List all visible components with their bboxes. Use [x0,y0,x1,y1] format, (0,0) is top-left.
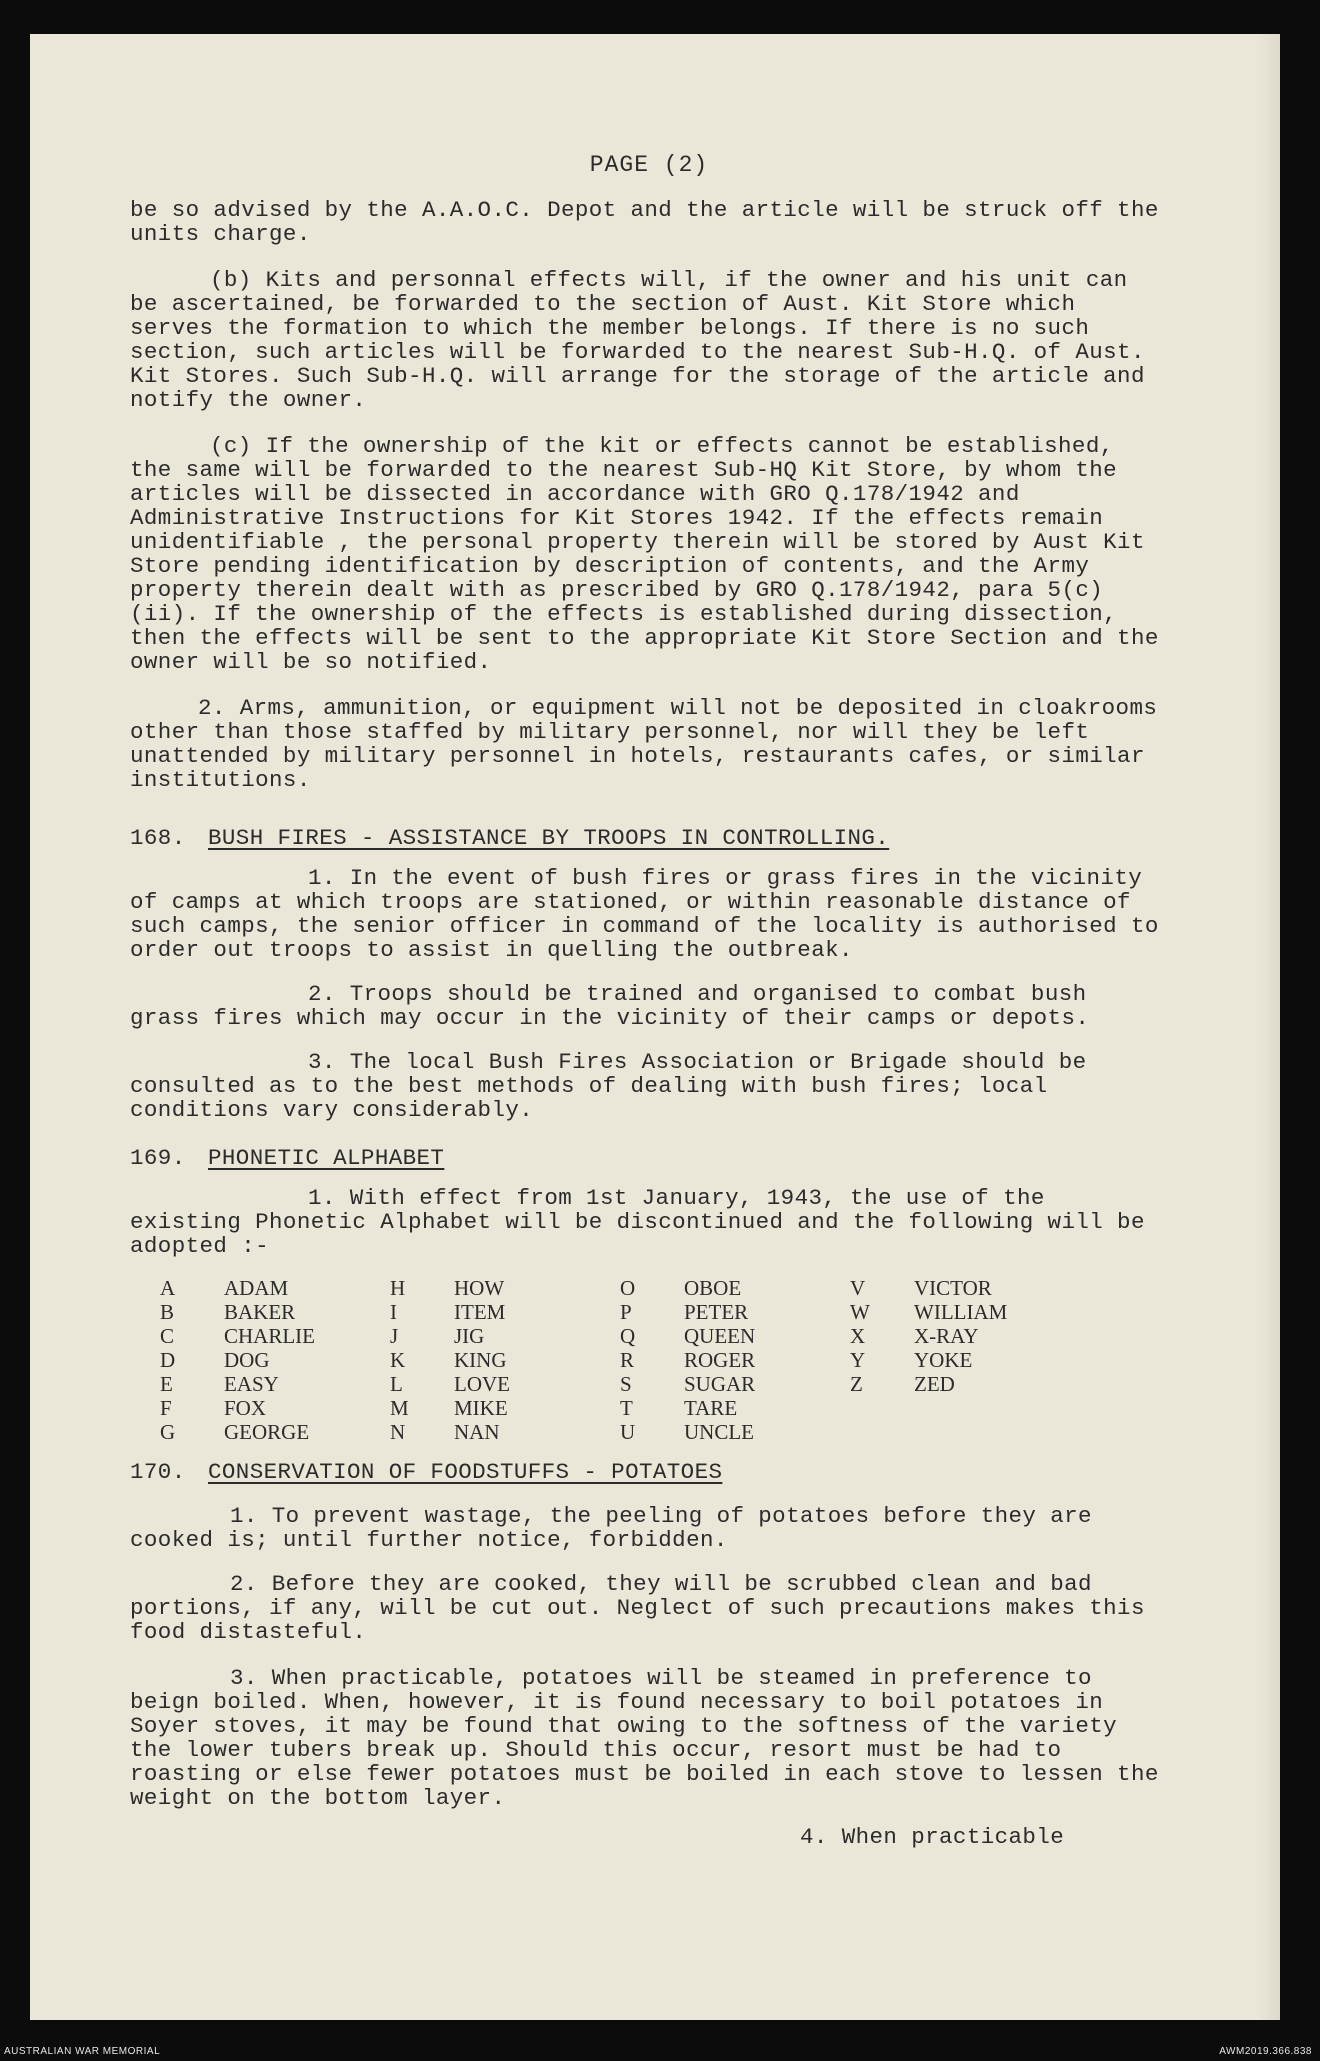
alphabet-column [620,1276,850,1444]
paragraph-168-1: 1. In the event of bush fires or grass fires in the vicinity of camps at which troops are stationed, or within reasonable distance of such camps, the senior officer in command of the locality is authorised to order out troops to assist in quelling the outbreak. [130,865,1173,963]
footer-reference: AWM2019.366.838 [1219,2046,1312,2057]
alphabet-row [850,1348,1050,1372]
alphabet-row [160,1324,390,1348]
alphabet-word: PETER [684,1300,749,1324]
phonetic-alphabet-table [160,1276,1168,1444]
page-header: PAGE (2) [589,152,709,178]
alphabet-letter: U [620,1420,636,1444]
alphabet-letter: E [160,1372,173,1396]
alphabet-row [160,1420,390,1444]
alphabet-row [160,1276,390,1300]
alphabet-row [390,1396,620,1420]
alphabet-letter: G [160,1420,176,1444]
paragraph-arms: 2. Arms, ammunition, or equipment will not be deposited in cloakrooms other than those staffed by military personnel, nor will they be left unattended by military personnel in hotels, restaurants cafes, or similar institutions. [130,695,1172,793]
alphabet-letter: N [390,1420,406,1444]
section-number: 170. [130,1459,186,1485]
paragraph-168-3: 3. The local Bush Fires Association or Brigade should be consulted as to the best methods of dealing with bush fires; local conditions vary considerably. [130,1049,1101,1123]
alphabet-letter: P [620,1300,632,1324]
alphabet-row [620,1300,850,1324]
paragraph-170-2: 2. Before they are cooked, they will be scrubbed clean and bad portions, if any, will be cut out. Neglect of such precautions makes this food distasteful. [130,1571,1159,1645]
alphabet-word: OBOE [684,1276,742,1300]
alphabet-column [390,1276,620,1444]
alphabet-row [620,1372,850,1396]
alphabet-word: NAN [454,1420,500,1444]
alphabet-letter: C [160,1324,175,1348]
section-title: PHONETIC ALPHABET [208,1145,445,1171]
paragraph-168-2: 2. Troops should be trained and organised to combat bush grass fires which may occur in the vicinity of their camps or depots. [130,981,1101,1031]
alphabet-row [620,1396,850,1420]
alphabet-word: ROGER [684,1348,756,1372]
paragraph-169-1: 1. With effect from 1st January, 1943, the use of the existing Phonetic Alphabet will be discontinued and the following will be adopted :- [130,1185,1159,1259]
alphabet-letter: W [850,1300,870,1324]
alphabet-word: FOX [224,1396,267,1420]
alphabet-row [850,1372,1050,1396]
alphabet-word: SUGAR [684,1372,756,1396]
alphabet-row [620,1420,850,1444]
alphabet-letter: V [850,1276,866,1300]
section-169-heading [130,1146,1168,1170]
alphabet-letter: R [620,1348,635,1372]
alphabet-row [850,1276,1050,1300]
alphabet-letter: J [390,1324,399,1348]
alphabet-word: X-RAY [914,1324,979,1348]
alphabet-column [850,1276,1050,1444]
paragraph-b-kits: (b) Kits and personnal effects will, if the owner and his unit can be ascertained, be forwarded to the section of Aust. Kit Store which serves the formation to which the member belongs. If there is no such section, such articles will be forwarded to the nearest Sub-H.Q. of Aust. Kit Stores. Such Sub-H.Q. will arrange for the storage of the article and notify the owner. [130,267,1159,413]
section-170-heading [130,1460,1168,1484]
alphabet-word: ITEM [454,1300,506,1324]
alphabet-letter: B [160,1300,175,1324]
alphabet-word: DOG [224,1348,270,1372]
alphabet-word: HOW [454,1276,505,1300]
section-168-heading [130,826,1168,850]
alphabet-word: GEORGE [224,1420,310,1444]
alphabet-letter: O [620,1276,636,1300]
alphabet-word: LOVE [454,1372,510,1396]
alphabet-letter: H [390,1276,406,1300]
alphabet-letter: Z [850,1372,863,1396]
alphabet-row [390,1276,620,1300]
paragraph-continuation: be so advised by the A.A.O.C. Depot and the article will be struck off the units charge. [130,197,1173,247]
alphabet-word: KING [454,1348,507,1372]
alphabet-row [620,1276,850,1300]
alphabet-word: EASY [224,1372,279,1396]
section-title: CONSERVATION OF FOODSTUFFS - POTATOES [208,1459,723,1485]
alphabet-letter: A [160,1276,176,1300]
alphabet-row [390,1420,620,1444]
alphabet-row [160,1348,390,1372]
alphabet-row [390,1372,620,1396]
alphabet-letter: M [390,1396,409,1420]
alphabet-word: MIKE [454,1396,508,1420]
alphabet-row [850,1324,1050,1348]
section-title: BUSH FIRES - ASSISTANCE BY TROOPS IN CONTROLLING. [208,825,890,851]
alphabet-word: VICTOR [914,1276,992,1300]
alphabet-word: CHARLIE [224,1324,315,1348]
alphabet-word: TARE [684,1396,738,1420]
alphabet-row [390,1300,620,1324]
paragraph-170-3: 3. When practicable, potatoes will be steamed in preference to beign boiled. When, however, it is found necessary to boil potatoes in Soyer stoves, it may be found that owing to the softness of the variety the lower tubers break up. Should this occur, resort must be had to roasting or else fewer potatoes must be boiled in each stove to lessen the weight on the bottom layer. [130,1665,1173,1811]
alphabet-word: ZED [914,1372,955,1396]
alphabet-letter: Y [850,1348,866,1372]
paragraph-170-1: 1. To prevent wastage, the peeling of potatoes before they are cooked is; until further notice, forbidden. [130,1503,1106,1553]
alphabet-row [160,1396,390,1420]
alphabet-letter: F [160,1396,172,1420]
alphabet-word: JIG [454,1324,485,1348]
alphabet-letter: S [620,1372,632,1396]
alphabet-letter: L [390,1372,403,1396]
section-number: 168. [130,825,186,851]
section-number: 169. [130,1145,186,1171]
alphabet-row [160,1300,390,1324]
footer-source: AUSTRALIAN WAR MEMORIAL [4,2046,161,2057]
closing-line: 4. When practicable [800,1824,1065,1850]
alphabet-word: UNCLE [684,1420,754,1444]
document-page [30,34,1280,2020]
paragraph-c-ownership: (c) If the ownership of the kit or effects cannot be established, the same will be forwarded to the nearest Sub-HQ Kit Store, by whom the articles will be dissected in accordance with GRO Q.178/1942 and Administrative Instructions for Kit Stores 1942. If the effects remain unidentifiable , the personal property therein will be stored by Aust Kit Store pending identification by description of contents, and the Army property therein dealt with as prescribed by GRO Q.178/1942, para 5(c)(ii). If the ownership of the effects is established during dissection, then the effects will be sent to the appropriate Kit Store Section and the owner will be so notified. [130,433,1173,675]
alphabet-letter: K [390,1348,406,1372]
alphabet-column [160,1276,390,1444]
alphabet-row [850,1300,1050,1324]
alphabet-letter: X [850,1324,866,1348]
alphabet-letter: Q [620,1324,636,1348]
alphabet-word: WILLIAM [914,1300,1008,1324]
alphabet-row [620,1348,850,1372]
alphabet-word: ADAM [224,1276,289,1300]
alphabet-word: YOKE [914,1348,973,1372]
alphabet-row [620,1324,850,1348]
alphabet-row [160,1372,390,1396]
alphabet-letter: D [160,1348,176,1372]
alphabet-word: QUEEN [684,1324,756,1348]
alphabet-row [390,1324,620,1348]
alphabet-word: BAKER [224,1300,296,1324]
alphabet-letter: T [620,1396,633,1420]
alphabet-letter: I [390,1300,397,1324]
alphabet-row [390,1348,620,1372]
